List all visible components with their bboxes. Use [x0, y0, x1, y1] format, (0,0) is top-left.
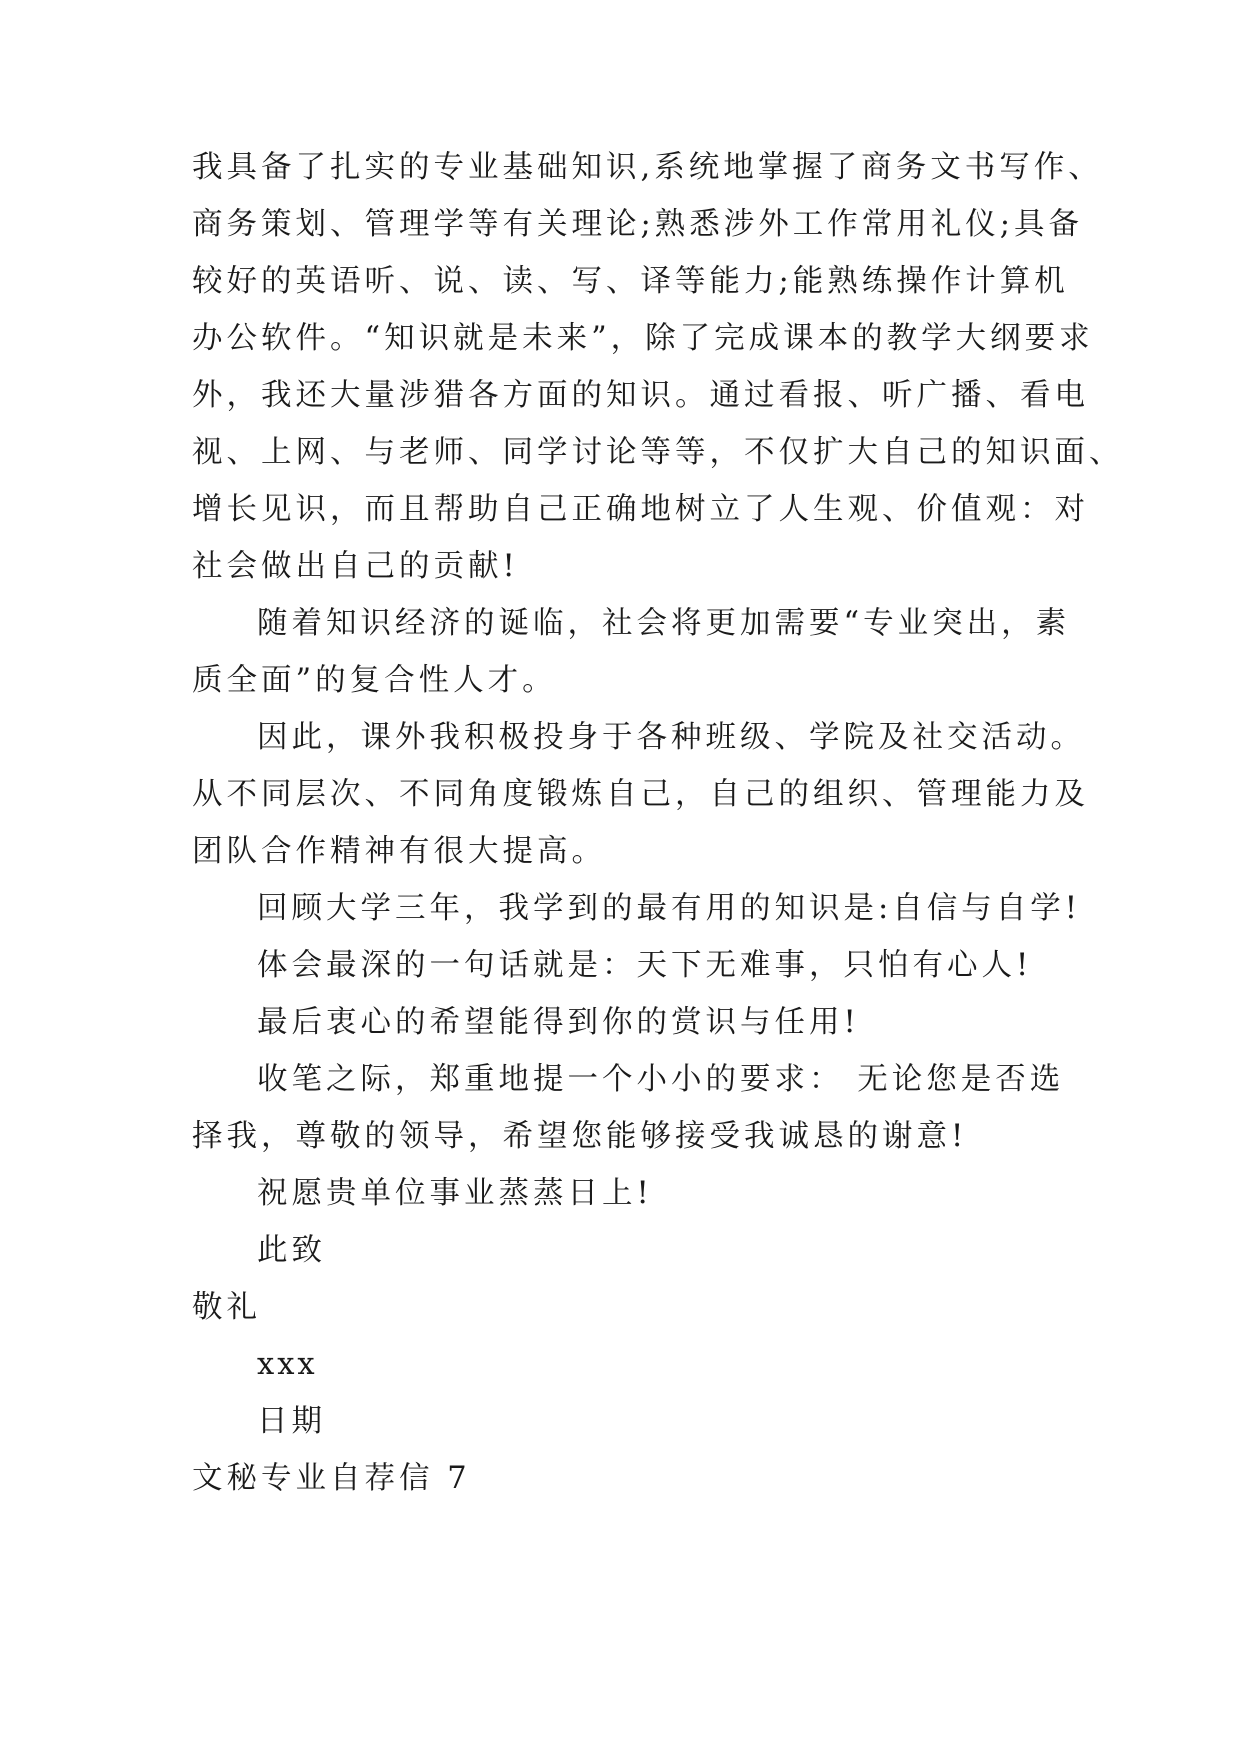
paragraph-3-line-1: 因此，课外我积极投身于各种班级、学院及社交活动。 [257, 720, 1085, 755]
paragraph-3-line-3: 团队合作精神有很大提高。 [192, 834, 606, 869]
paragraph-4-line-1: 回顾大学三年，我学到的最有用的知识是:自信与自学! [257, 891, 1082, 926]
paragraph-5-line-1: 体会最深的一句话就是：天下无难事，只怕有心人! [257, 948, 1033, 983]
closing-wish: 祝愿贵单位事业蒸蒸日上! [257, 1176, 653, 1211]
body-line-3: 较好的英语听、说、读、写、译等能力;能熟练操作计算机 [192, 264, 1069, 299]
body-line-5: 外，我还大量涉猎各方面的知识。通过看报、听广播、看电 [192, 378, 1089, 413]
body-line-8: 社会做出自己的贡献! [192, 549, 519, 584]
paragraph-2-line-2: 质全面”的复合性人才。 [192, 663, 557, 698]
paragraph-7-line-2: 择我，尊敬的领导，希望您能够接受我诚恳的谢意! [192, 1119, 968, 1154]
body-line-2: 商务策划、管理学等有关理论;熟悉涉外工作常用礼仪;具备 [192, 207, 1084, 242]
next-section-title: 文秘专业自荐信 7 [192, 1461, 471, 1496]
body-line-1: 我具备了扎实的专业基础知识,系统地掌握了商务文书写作、 [192, 150, 1103, 185]
paragraph-2-line-1: 随着知识经济的诞临，社会将更加需要“专业突出，素 [257, 606, 1071, 641]
paragraph-7-line-1: 收笔之际，郑重地提一个小小的要求： 无论您是否选 [257, 1062, 1065, 1097]
body-line-6: 视、上网、与老师、同学讨论等等，不仅扩大自己的知识面、 [192, 435, 1124, 470]
paragraph-6-line-1: 最后衷心的希望能得到你的赏识与任用! [257, 1005, 860, 1040]
closing-cizhi: 此致 [257, 1233, 326, 1268]
body-line-7: 增长见识，而且帮助自己正确地树立了人生观、价值观：对 [192, 492, 1089, 527]
signature-name: xxx [257, 1347, 318, 1382]
paragraph-3-line-2: 从不同层次、不同角度锻炼自己，自己的组织、管理能力及 [192, 777, 1089, 812]
closing-jingli: 敬礼 [192, 1290, 261, 1325]
signature-date: 日期 [257, 1404, 326, 1439]
body-line-4: 办公软件。“知识就是未来”，除了完成课本的教学大纲要求 [192, 321, 1094, 356]
